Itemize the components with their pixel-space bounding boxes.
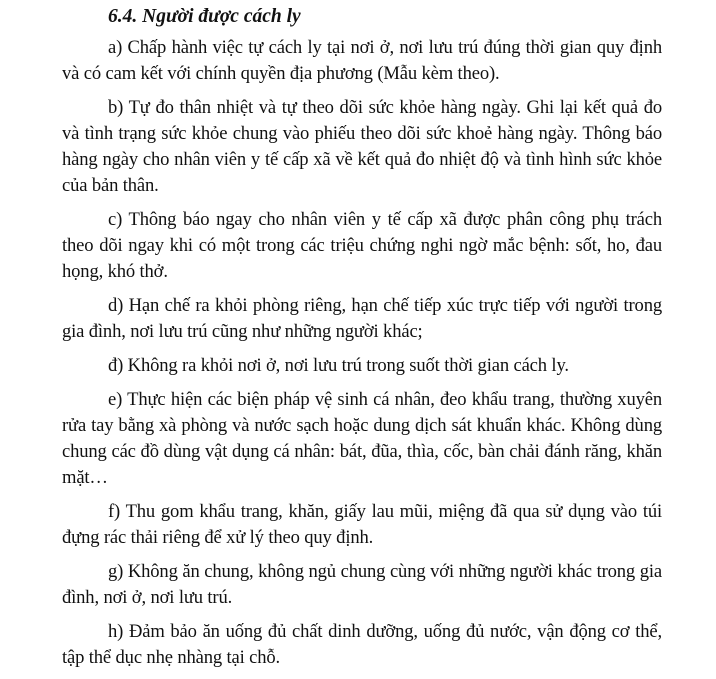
paragraph-d: d) Hạn chế ra khỏi phòng riêng, hạn chế tiếp xúc trực tiếp với người trong gia đình, nơi lưu trú cũng như những người khác; — [62, 295, 662, 342]
paragraph-f: f) Thu gom khẩu trang, khăn, giấy lau mũi, miệng đã qua sử dụng vào túi đựng rác thải riêng để xử lý theo quy định. — [62, 501, 662, 548]
paragraph-h: h) Đảm bảo ăn uống đủ chất dinh dưỡng, uống đủ nước, vận động cơ thể, tập thể dục nhẹ nhàng tại chỗ. — [62, 621, 662, 668]
section-heading: 6.4. Người được cách ly — [108, 6, 301, 27]
paragraph-e: e) Thực hiện các biện pháp vệ sinh cá nhân, đeo khẩu trang, thường xuyên rửa tay bằng xà phòng và nước sạch hoặc dung dịch sát khuẩn khác. Không dùng chung các đồ dùng vật dụng cá nhân: bát, đũa, thìa, cốc, bàn chải đánh răng, khăn mặt… — [62, 389, 662, 488]
paragraph-b: b) Tự đo thân nhiệt và tự theo dõi sức khỏe hàng ngày. Ghi lại kết quả đo và tình trạng sức khỏe chung vào phiếu theo dõi sức khoẻ hàng ngày. Thông báo hàng ngày cho nhân viên y tế cấp xã về kết quả đo nhiệt độ và tình hình sức khỏe của bản thân. — [62, 97, 662, 196]
paragraph-g: g) Không ăn chung, không ngủ chung cùng với những người khác trong gia đình, nơi ở, nơi lưu trú. — [62, 561, 662, 608]
paragraph-c: c) Thông báo ngay cho nhân viên y tế cấp xã được phân công phụ trách theo dõi ngay khi có một trong các triệu chứng nghi ngờ mắc bệnh: sốt, ho, đau họng, khó thở. — [62, 209, 662, 282]
paragraph-a: a) Chấp hành việc tự cách ly tại nơi ở, nơi lưu trú đúng thời gian quy định và có cam kết với chính quyền địa phương (Mẫu kèm theo). — [62, 37, 662, 84]
paragraph-dd: đ) Không ra khỏi nơi ở, nơi lưu trú trong suốt thời gian cách ly. — [108, 355, 569, 376]
document-page — [62, 4, 662, 679]
